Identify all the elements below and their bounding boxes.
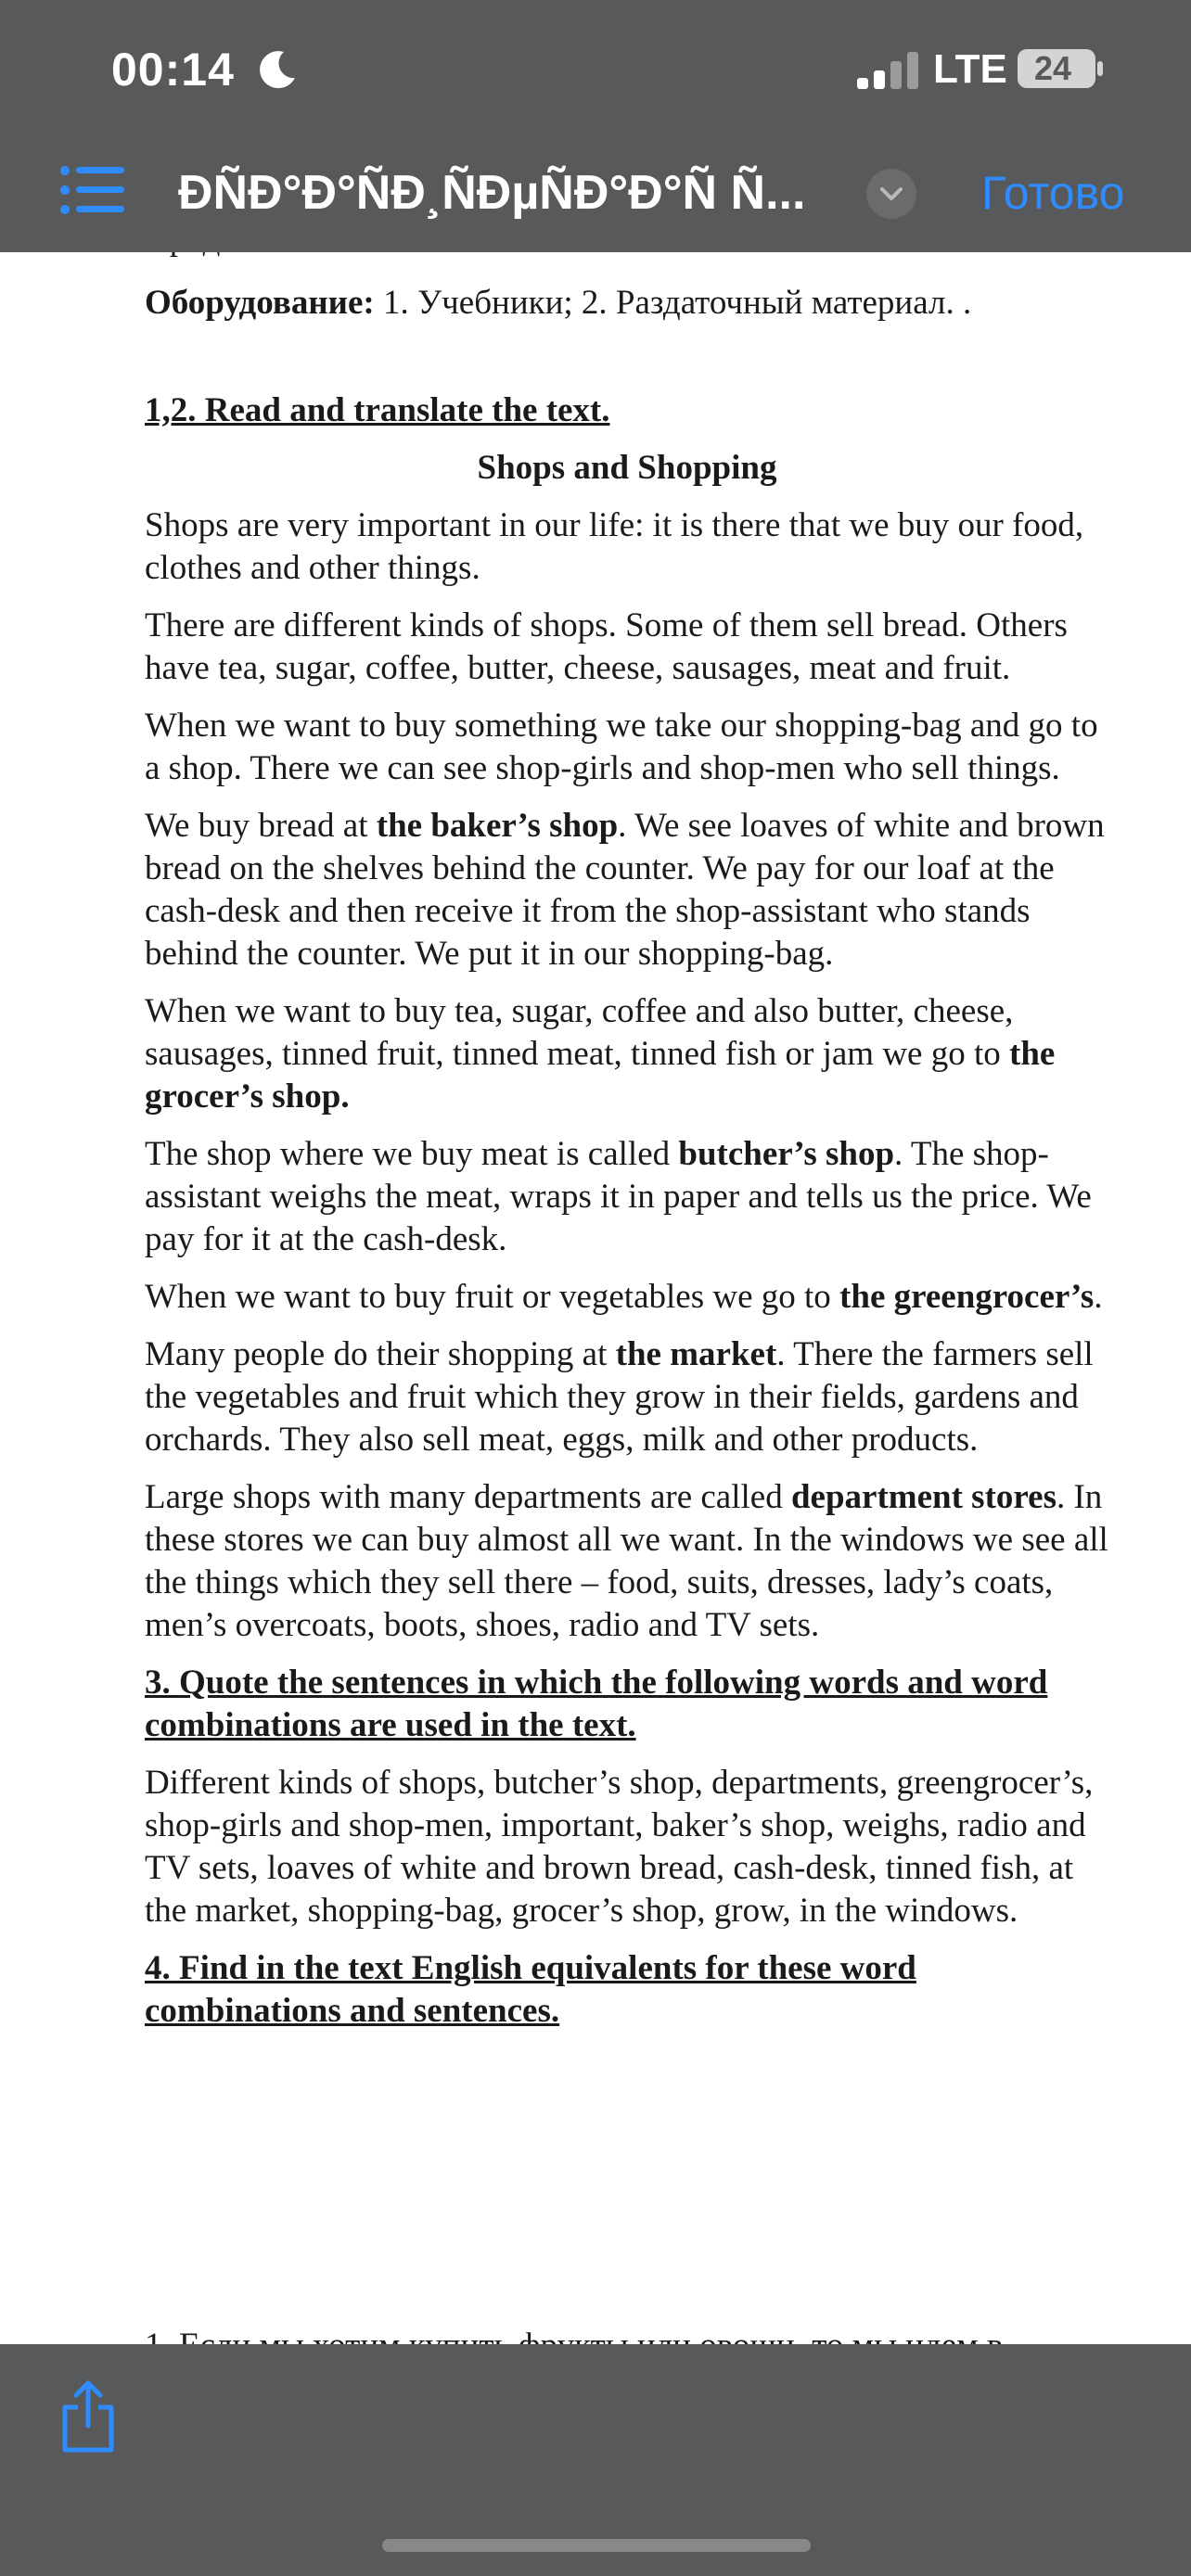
text-span: . The shop-assistant weighs the meat, wraps it in paper and tells us the price. We pay for it at the cash-desk.	[145, 1135, 1092, 1258]
text-span: Large shops with many departments are called	[145, 1478, 791, 1516]
moon-icon	[256, 48, 299, 91]
network-label: LTE	[933, 46, 1007, 92]
text-span: . There the farmers sell the vegetables and fruit which they grow in their fields, gardens and orchards. They also sell meat, eggs, milk and other products.	[145, 1335, 1094, 1459]
paragraph: There are different kinds of shops. Some of them sell bread. Others have tea, sugar, coffee, butter, cheese, sausages, meat and fruit.	[145, 606, 1068, 687]
paragraph	[145, 990, 1109, 1118]
text-span: . In these stores we can buy almost all we want. In the windows we see all the things which they sell there – food, suits, dresses, lady’s coats, men’s overcoats, boots, shoes, radio and TV sets.	[145, 1478, 1108, 1644]
bold-term: the market	[615, 1335, 777, 1373]
paragraph	[145, 1276, 1109, 1319]
text-span: . We see loaves of white and brown bread on the shelves behind the counter. We pay for our loaf at the cash-desk and then receive it from the shop-assistant who stands behind the counter. We put it in our shopping-bag.	[145, 807, 1105, 973]
paragraph: When we want to buy something we take our shopping-bag and go to a shop. There we can see shop-girls and shop-men who sell things.	[145, 707, 1098, 787]
bold-term: the greengrocer’s	[839, 1278, 1095, 1316]
text-span: Many people do their shopping at	[145, 1335, 616, 1373]
document-body	[145, 213, 1109, 2033]
document-title: ÐÑÐ°Ð°ÑÐ¸ÑÐµÑÐ°Ð°Ñ Ñ...	[178, 166, 806, 220]
status-time: 00:14	[111, 44, 235, 96]
home-indicator[interactable]	[382, 2539, 811, 2552]
share-icon[interactable]	[56, 2379, 121, 2454]
text-span: When we want to buy fruit or vegetables we go to	[145, 1278, 840, 1316]
paragraph: Shops are very important in our life: it is there that we buy our food, clothes and other things.	[145, 506, 1084, 587]
task-heading-1: 1,2. Read and translate the text.	[145, 391, 610, 429]
done-button[interactable]: Готово	[981, 167, 1125, 219]
text-span: .	[1094, 1278, 1103, 1316]
equipment-label: Оборудование:	[145, 284, 375, 322]
paragraph	[145, 1476, 1109, 1647]
word-list: Different kinds of shops, butcher’s shop, departments, greengrocer’s, shop-girls and shop-men, important, baker’s shop, weighs, radio and TV sets, loaves of white and brown bread, cash-desk, tinned fish, at the market, shopping-bag, grocer’s shop, grow, in the windows.	[145, 1764, 1094, 1930]
task-heading-3: 3. Quote the sentences in which the following words and word combinations are used in the text.	[145, 1664, 1048, 1744]
text-heading: Shops and Shopping	[477, 449, 777, 487]
paragraph	[145, 1133, 1109, 1261]
signal-icon	[855, 52, 920, 91]
bold-term: butcher’s shop	[678, 1135, 895, 1173]
equipment-text: 1. Учебники; 2. Раздаточный материал. .	[374, 284, 972, 322]
paragraph	[145, 805, 1109, 976]
chevron-down-icon	[879, 184, 903, 204]
bold-term: the baker’s shop	[376, 807, 619, 845]
battery-level: 24	[1033, 49, 1072, 87]
list-icon[interactable]	[59, 165, 124, 215]
paragraph	[145, 1333, 1109, 1461]
task-heading-4: 4. Find in the text English equivalents for these word combinations and sentences.	[145, 1949, 916, 2030]
text-span: The shop where we buy meat is called	[145, 1135, 679, 1173]
bold-term: department stores	[790, 1478, 1057, 1516]
equipment-line	[145, 282, 1109, 325]
title-menu-button[interactable]	[866, 169, 916, 219]
text-span: We buy bread at	[145, 807, 377, 845]
text-span: When we want to buy tea, sugar, coffee and also butter, cheese, sausages, tinned fruit, tinned meat, tinned fish or jam we go to	[145, 992, 1014, 1073]
bold-term: the grocer’s shop.	[145, 1035, 1056, 1116]
